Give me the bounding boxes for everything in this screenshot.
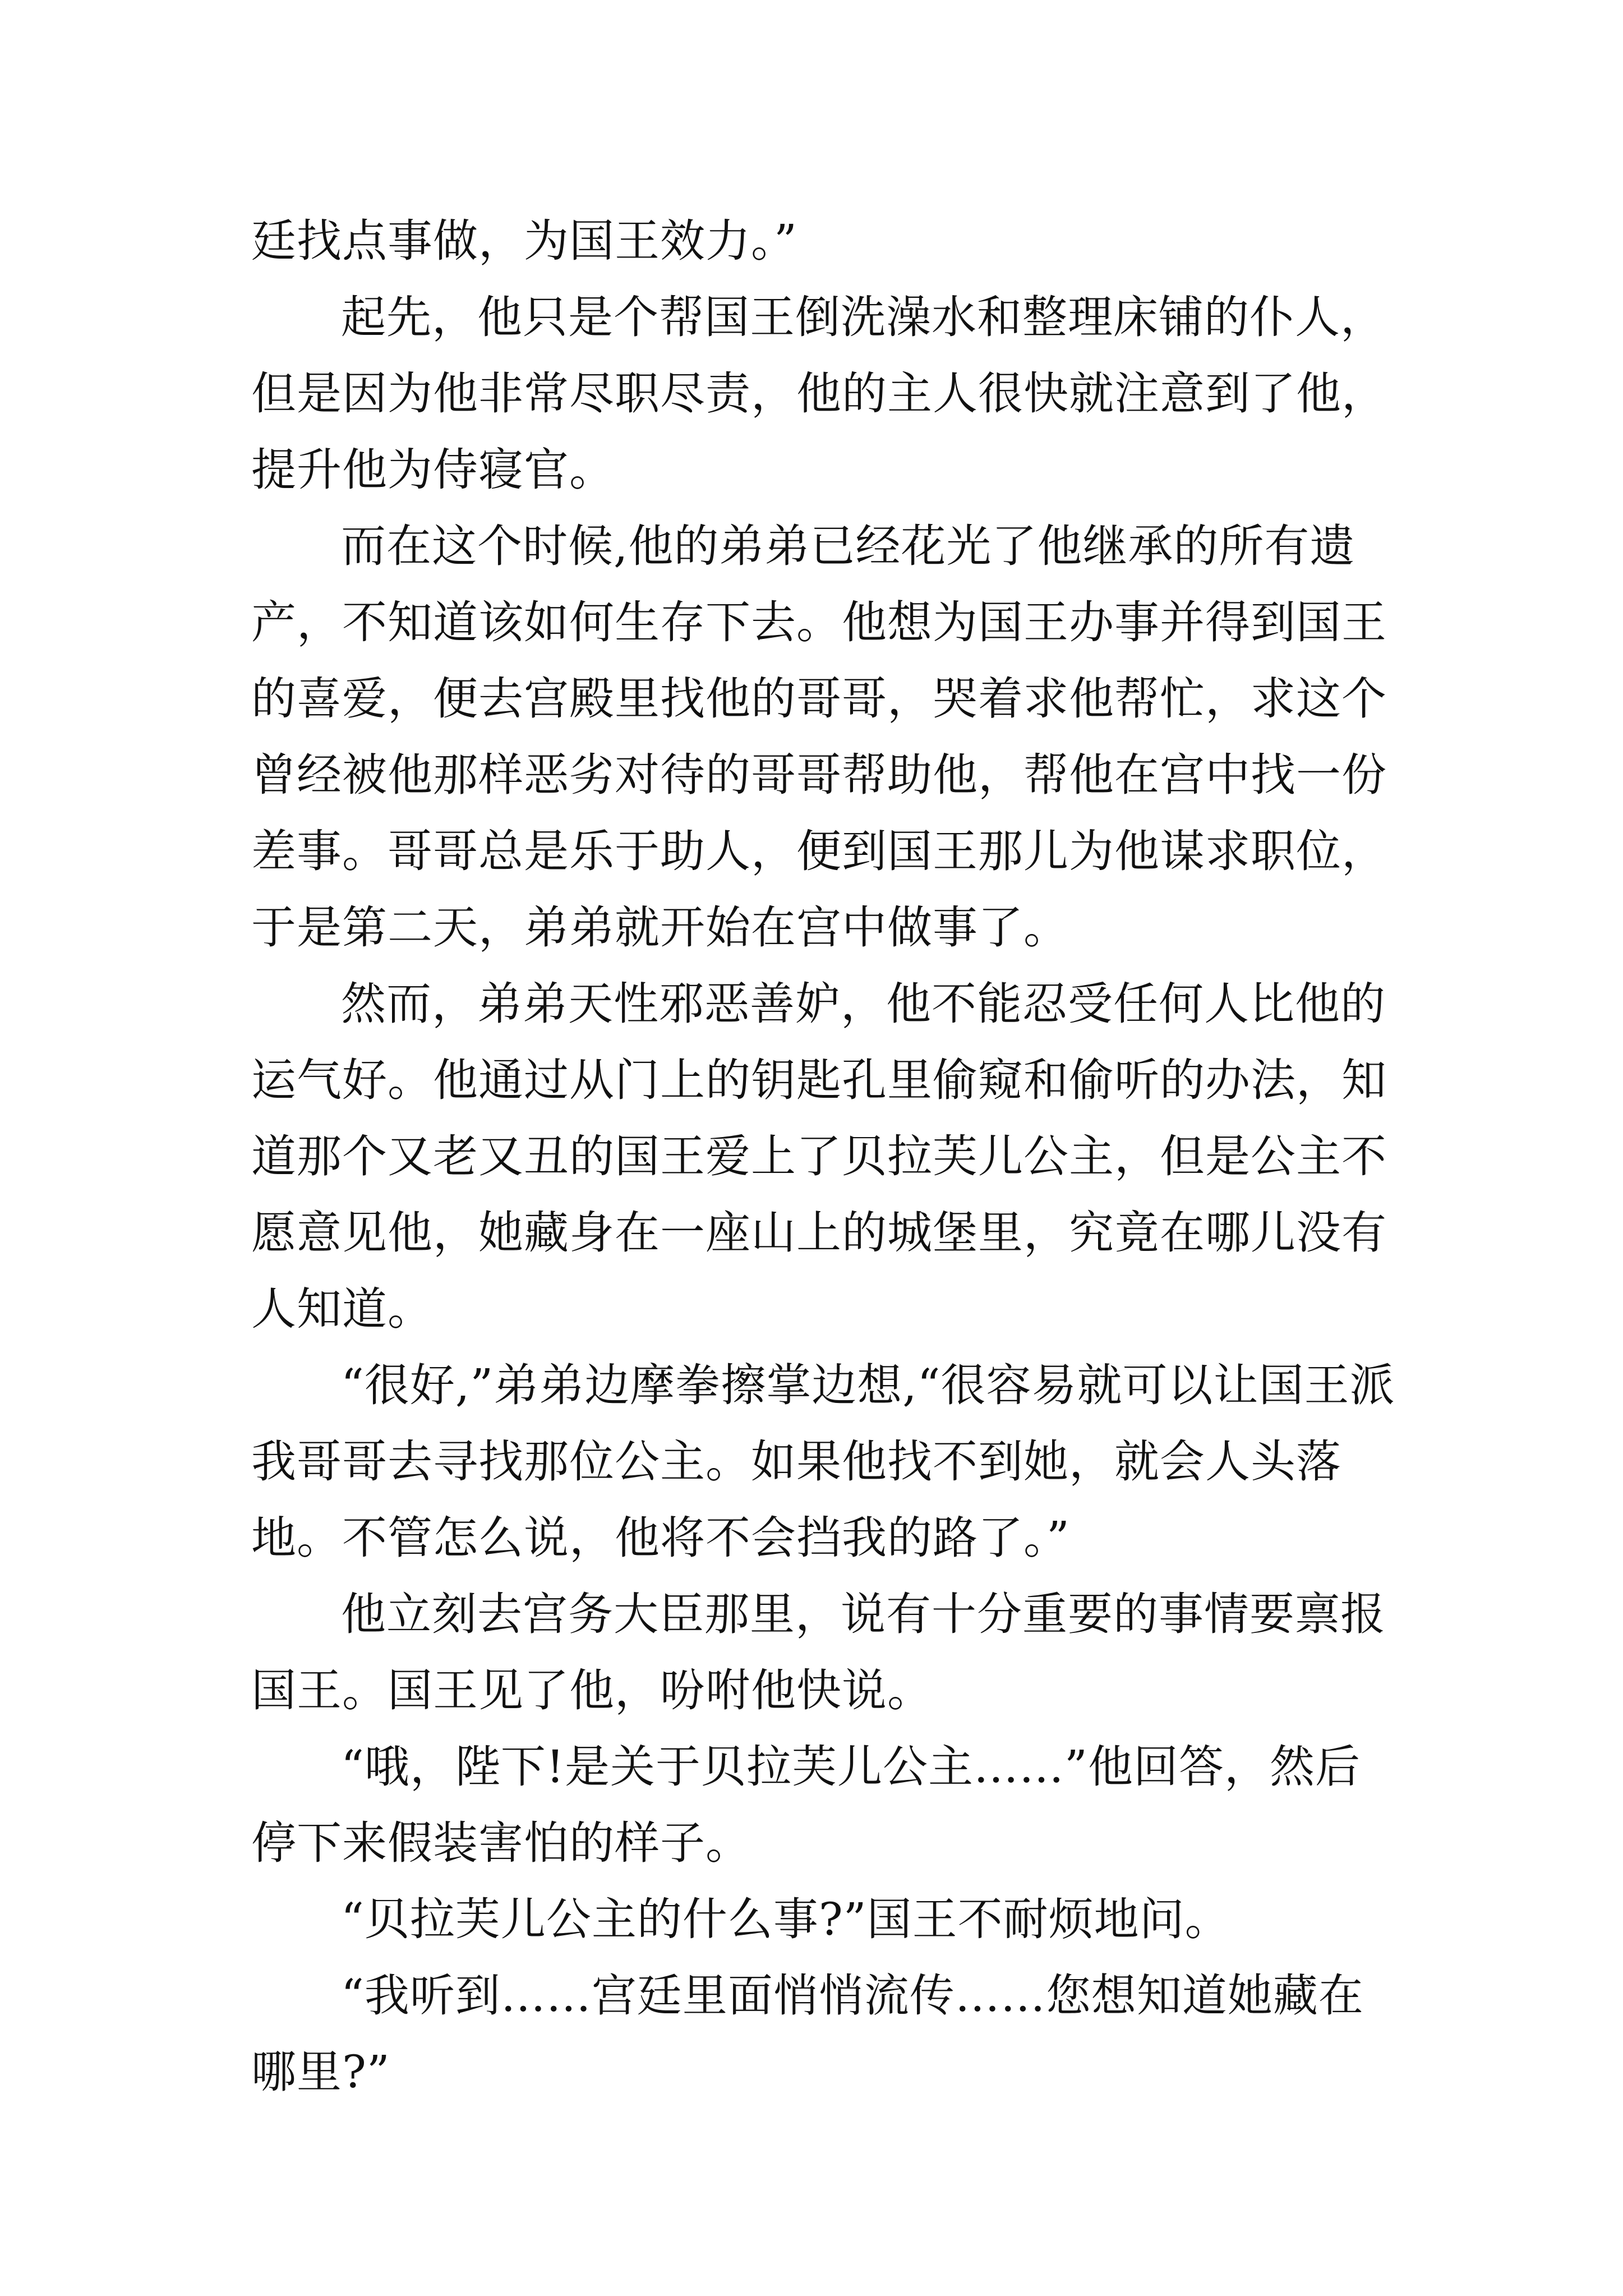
- body-text: [251, 203, 1401, 2110]
- paragraph: “哦，陛下!是关于贝拉芙儿公主……”他回答，然后停下来假装害怕的样子。: [251, 1741, 1361, 1869]
- paragraph: “很好,”弟弟边摩拳擦掌边想,“很容易就可以让国王派我哥哥去寻找那位公主。如果他找不到她，就会人头落地。不管怎么说，他将不会挡我的路了。”: [251, 1359, 1395, 1564]
- paragraph: 然而，弟弟天性邪恶善妒，他不能忍受任何人比他的运气好。他通过从门上的钥匙孔里偷窥和偷听的办法，知道那个又老又丑的国王爱上了贝拉芙儿公主，但是公主不愿意见他，她藏身在一座山上的城堡里，究竟在哪儿没有人知道。: [251, 978, 1387, 1335]
- paragraph: 而在这个时候,他的弟弟已经花光了他继承的所有遗产，不知道该如何生存下去。他想为国王办事并得到国王的喜爱，便去宫殿里找他的哥哥，哭着求他帮忙，求这个曾经被他那样恶劣对待的哥哥帮助他，帮他在宫中找一份差事。哥哥总是乐于助人，便到国王那儿为他谋求职位，于是第二天，弟弟就开始在宫中做事了。: [251, 520, 1387, 954]
- paragraph: “我听到……宫廷里面悄悄流传……您想知道她藏在哪里?”: [251, 1970, 1364, 2098]
- paragraph: 廷找点事做，为国王效力。”: [251, 215, 797, 267]
- paragraph: 他立刻去宫务大臣那里，说有十分重要的事情要禀报国王。国王见了他，吩咐他快说。: [251, 1588, 1386, 1717]
- paragraph: 起先，他只是个帮国王倒洗澡水和整理床铺的仆人，但是因为他非常尽职尽责，他的主人很快就注意到了他，提升他为侍寝官。: [251, 291, 1387, 496]
- paragraph: “贝拉芙儿公主的什么事?”国王不耐烦地问。: [341, 1893, 1230, 1945]
